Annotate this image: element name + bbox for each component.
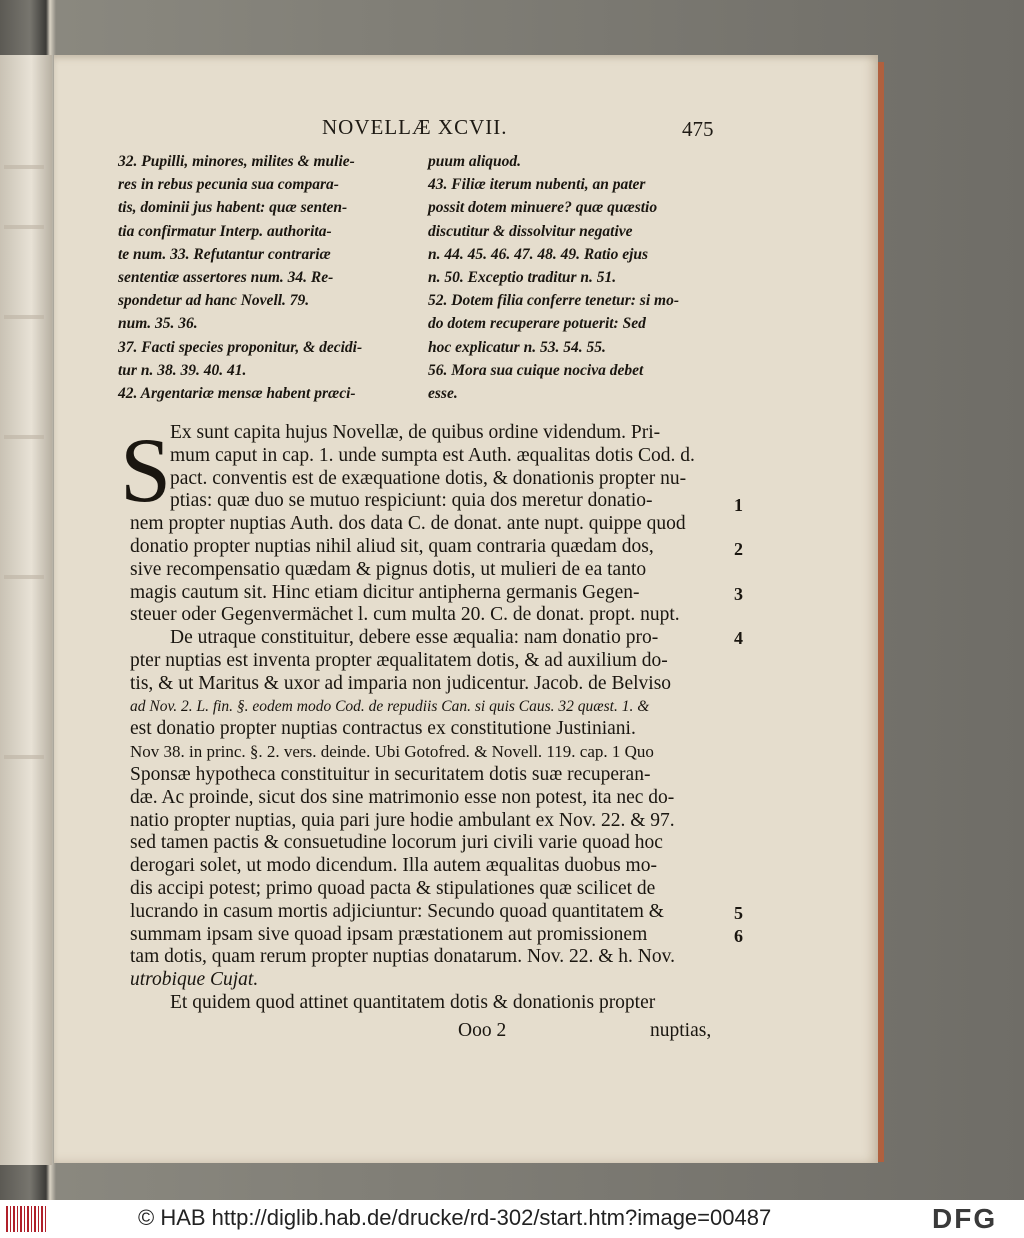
dfg-logo: DFG [932, 1203, 998, 1234]
body-line: pter nuptias est inventa propter æqualitatem dotis, & ad auxilium do- [130, 649, 668, 671]
body-line: De utraque constituitur, debere esse æqualia: nam donatio pro- [170, 627, 659, 649]
summary-line: do dotem recuperare potuerit: Sed [428, 315, 646, 333]
body-line: mum caput in cap. 1. unde sumpta est Auth. æqualitas dotis Cod. d. [170, 444, 695, 466]
summary-line: 37. Facti species proponitur, & decidi- [118, 338, 363, 356]
summary-line: te num. 33. Refutantur contrariæ [118, 245, 331, 263]
body-line: ad Nov. 2. L. fin. §. eodem modo Cod. de repudiis Can. si quis Caus. 32 quæst. 1. & [130, 697, 650, 715]
body-line: sive recompensatio quædam & pignus dotis, ut mulieri de ea tanto [130, 558, 647, 580]
summary-line: tur n. 38. 39. 40. 41. [118, 361, 247, 379]
signature-mark: Ooo 2 [458, 1020, 507, 1041]
body-line: sed tamen pactis & consuetudine locorum juri civili varie quoad hoc [130, 832, 663, 854]
summary-line: spondetur ad hanc Novell. 79. [118, 292, 310, 310]
summary-line: discutitur & dissolvitur negative [428, 222, 633, 240]
summary-line: esse. [428, 385, 458, 403]
margin-number: 6 [734, 926, 743, 946]
copyright-link[interactable]: © HAB http://diglib.hab.de/drucke/rd-302/start.htm?image=00487 [138, 1205, 772, 1230]
summary-line: 42. Argentariæ mensæ habent præci- [118, 385, 356, 403]
summary-line: num. 35. 36. [118, 315, 198, 333]
body-line: Sponsæ hypotheca constituitur in securitatem dotis suæ recuperan- [130, 763, 651, 785]
body-line: steuer oder Gegenvermächet l. cum multa 20. C. de donat. propt. nupt. [130, 604, 680, 626]
page-number: 475 [682, 117, 714, 141]
summary-line: tis, dominii jus habent: quæ senten- [118, 199, 348, 217]
body-line: est donatio propter nuptias contractus ex constitutione Justiniani. [130, 718, 636, 740]
summary-line: n. 44. 45. 46. 47. 48. 49. Ratio ejus [428, 245, 649, 263]
summary-line: hoc explicatur n. 53. 54. 55. [428, 338, 606, 356]
body-line: nem propter nuptias Auth. dos data C. de donat. ante nupt. quippe quod [130, 513, 686, 535]
body-line: natio propter nuptias, quia pari jure hodie ambulant ex Nov. 22. & 97. [130, 809, 675, 831]
body-line: magis cautum sit. Hinc etiam dicitur antipherna germanis Gegen- [130, 581, 640, 603]
margin-number: 3 [734, 584, 743, 604]
margin-number: 1 [734, 495, 743, 515]
body-line: tis, & ut Maritus & uxor ad imparia non judicentur. Jacob. de Belviso [130, 672, 672, 694]
body-line: derogari solet, ut modo dicendum. Illa autem æqualitas duobus mo- [130, 855, 657, 877]
drop-cap: S [120, 419, 172, 521]
summary-line: n. 50. Exceptio traditur n. 51. [428, 269, 617, 287]
summary-line: 32. Pupilli, minores, milites & mulie- [118, 153, 355, 170]
catchword: nuptias, [650, 1020, 712, 1041]
body-line: donatio propter nuptias nihil aliud sit, quam contraria quædam dos, [130, 535, 654, 557]
running-header: NOVELLÆ XCVII. [322, 115, 508, 139]
body-line: lucrando in casum mortis adjiciuntur: Secundo quoad quantitatem & [130, 900, 664, 922]
summary-line: 43. Filiæ iterum nubenti, an pater [428, 176, 646, 194]
body-line: tam dotis, quam rerum propter nuptias donatarum. Nov. 22. & h. Nov. [130, 946, 676, 968]
body-line: utrobique Cujat. [130, 969, 259, 991]
page-red-edge [878, 62, 884, 1162]
viewer-footer [0, 1200, 1024, 1238]
summary-line: puum aliquod. [428, 153, 522, 170]
hab-barcode-logo-icon [6, 1206, 46, 1232]
summary-column-right [428, 150, 748, 405]
summary-line: res in rebus pecunia sua compara- [118, 176, 339, 194]
body-line: pact. conventis est de exæquatione dotis, & donationis propter nu- [170, 467, 687, 489]
summary-line: sententiæ assertores num. 34. Re- [118, 269, 334, 287]
facing-page-edge [0, 55, 52, 1165]
margin-number: 2 [734, 539, 743, 559]
summary-line: tia confirmatur Interp. authorita- [118, 222, 332, 240]
summary-line: possit dotem minuere? quæ quæstio [428, 199, 658, 217]
body-line: Nov 38. in princ. §. 2. vers. deinde. Ubi Gotofred. & Novell. 119. cap. 1 Quo [130, 742, 654, 762]
summary-column-left [118, 150, 428, 405]
body-line: summam ipsam sive quoad ipsam præstationem aut promissionem [130, 923, 648, 945]
margin-number: 5 [734, 903, 743, 923]
body-line: ptias: quæ duo se mutuo respiciunt: quia dos meretur donatio- [170, 490, 653, 512]
body-text [130, 422, 730, 1015]
summary-line: 56. Mora sua cuique nociva debet [428, 361, 644, 379]
body-line: Ex sunt capita hujus Novellæ, de quibus ordine videndum. Pri- [170, 422, 661, 443]
body-line: dis accipi potest; primo quoad pacta & stipulationes quæ scilicet de [130, 877, 656, 899]
margin-number: 4 [734, 628, 743, 648]
summary-line: 52. Dotem filia conferre tenetur: si mo- [428, 292, 679, 310]
body-line: dæ. Ac proinde, sicut dos sine matrimonio esse non potest, ita nec do- [130, 786, 675, 808]
body-line: Et quidem quod attinet quantitatem dotis & donationis propter [170, 991, 656, 1013]
